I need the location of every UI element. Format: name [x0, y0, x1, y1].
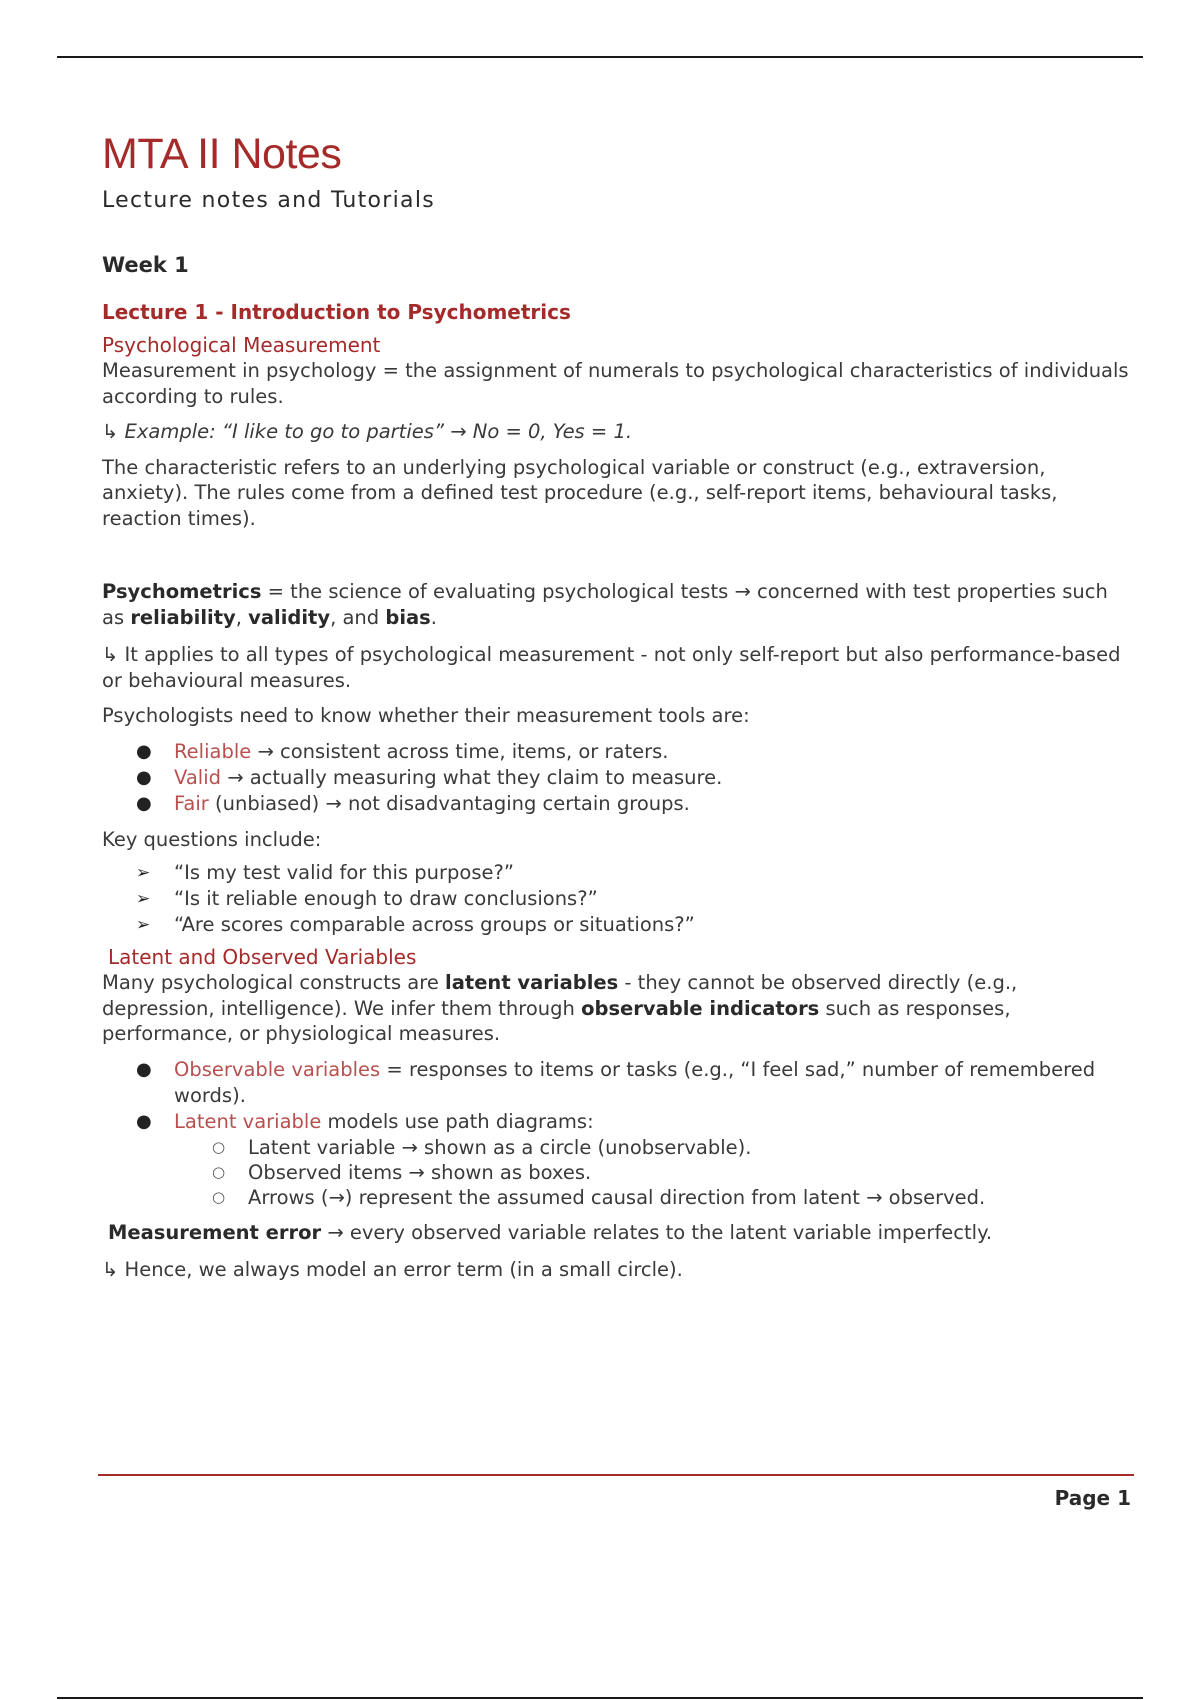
- section-heading-measurement: Psychological Measurement: [102, 333, 381, 357]
- variables-list: [102, 1057, 1132, 1210]
- latent-variables-term: latent variables: [445, 971, 619, 994]
- bullet-icon: ●: [136, 1058, 152, 1080]
- list-item: [136, 739, 1132, 765]
- circle-bullet-icon: ○: [212, 1162, 226, 1181]
- arrow-bullet-icon: ➢: [136, 889, 151, 909]
- list-item-term: Observable variables: [174, 1057, 381, 1081]
- bullet-icon: ●: [136, 1110, 152, 1132]
- list-item-term: Reliable: [174, 739, 252, 763]
- reliability-term: reliability: [130, 605, 236, 629]
- list-item-text: = responses to items or tasks (e.g., “I feel sad,” number of remembered words).: [174, 1057, 1096, 1107]
- question-text: “Are scores comparable across groups or situations?”: [174, 913, 695, 936]
- document-subtitle: Lecture notes and Tutorials: [102, 188, 436, 213]
- list-item: [136, 791, 1132, 817]
- question-text: “Is my test valid for this purpose?”: [174, 861, 514, 884]
- list-item: [136, 860, 1132, 886]
- arrow-bullet-icon: ➢: [136, 915, 151, 935]
- latent-text-1: Many psychological constructs are: [102, 971, 446, 994]
- list-item-text: → actually measuring what they claim to measure.: [221, 765, 723, 789]
- psychometrics-term: Psychometrics: [102, 580, 262, 603]
- period: .: [430, 605, 437, 629]
- list-item-text: (unbiased) → not disadvantaging certain groups.: [208, 791, 690, 815]
- measurement-error-text: → every observed variable relates to the latent variable imperfectly.: [321, 1220, 993, 1244]
- footer-rule: [98, 1474, 1134, 1476]
- psychometrics-def-text: = the science of evaluating psychological tests → concerned with test properties such as: [102, 580, 1108, 629]
- page-content: [102, 128, 1132, 1283]
- sub-list-item: [212, 1160, 1132, 1185]
- latent-paragraph: [102, 970, 1132, 1047]
- list-item-text: models use path diagrams:: [321, 1109, 594, 1133]
- list-item: [136, 912, 1132, 938]
- arrow-bullet-icon: ➢: [136, 863, 151, 883]
- measurement-definition: Measurement in psychology = the assignment of numerals to psychological characteristics of individuals according to rules.: [102, 359, 1129, 408]
- question-text: “Is it reliable enough to draw conclusions?”: [174, 887, 598, 910]
- measurement-example: ↳ Example: “I like to go to parties” → No = 0, Yes = 1.: [102, 420, 633, 443]
- lecture-heading: Lecture 1 - Introduction to Psychometrics: [102, 300, 571, 324]
- observable-indicators-term: observable indicators: [581, 996, 820, 1020]
- week-heading: Week 1: [102, 253, 189, 277]
- need-to-know-paragraph: Psychologists need to know whether their measurement tools are:: [102, 704, 750, 727]
- list-item: [136, 886, 1132, 912]
- sub-item-text: Latent variable → shown as a circle (unobservable).: [248, 1135, 752, 1159]
- hence-paragraph: ↳ Hence, we always model an error term (in a small circle).: [102, 1258, 683, 1281]
- bias-term: bias: [385, 605, 431, 629]
- key-questions-list: [102, 860, 1132, 938]
- measurement-error-paragraph: [108, 1220, 1132, 1246]
- path-diagram-sublist: [174, 1135, 1132, 1210]
- list-item-term: Latent variable: [174, 1109, 322, 1133]
- sub-list-item: [212, 1135, 1132, 1160]
- key-questions-intro: Key questions include:: [102, 827, 322, 851]
- circle-bullet-icon: ○: [212, 1137, 226, 1156]
- latent-text-2: - they cannot be observed directly (e.g., depression, intelligence). We infer them through: [102, 971, 1018, 1020]
- list-item-term: Fair: [174, 791, 209, 815]
- circle-bullet-icon: ○: [212, 1187, 226, 1206]
- bullet-icon: ●: [136, 792, 152, 814]
- and-text: , and: [330, 605, 386, 629]
- list-item: [136, 1109, 1132, 1210]
- list-item-term: Valid: [174, 765, 221, 789]
- comma: ,: [235, 605, 249, 629]
- latent-text-3: such as responses, performance, or physiological measures.: [102, 996, 1011, 1045]
- bullet-icon: ●: [136, 766, 152, 788]
- page-number: Page 1: [1054, 1486, 1131, 1510]
- applies-paragraph: ↳ It applies to all types of psychological measurement - not only self-report but also performance-based or behavioural measures.: [102, 643, 1121, 692]
- document-title: MTA II Notes: [102, 130, 342, 178]
- validity-term: validity: [248, 605, 331, 629]
- list-item: [136, 765, 1132, 791]
- section-heading-latent: Latent and Observed Variables: [108, 945, 417, 969]
- sub-list-item: [212, 1185, 1132, 1210]
- measurement-error-term: Measurement error: [108, 1220, 322, 1244]
- top-rule: [57, 56, 1143, 58]
- bullet-icon: ●: [136, 740, 152, 762]
- sub-item-text: Observed items → shown as boxes.: [248, 1160, 592, 1184]
- characteristic-paragraph: The characteristic refers to an underlying psychological variable or construct (e.g., extraversion, anxiety). The rules come from a defined test procedure (e.g., self-report items, behavioural tasks, reaction times).: [102, 455, 1058, 530]
- list-item-text: → consistent across time, items, or raters.: [251, 739, 669, 763]
- bottom-rule: [57, 1697, 1143, 1699]
- psychometrics-definition: [102, 579, 1132, 630]
- list-item: [136, 1057, 1132, 1109]
- property-list: [102, 739, 1132, 817]
- sub-item-text: Arrows (→) represent the assumed causal direction from latent → observed.: [248, 1185, 986, 1209]
